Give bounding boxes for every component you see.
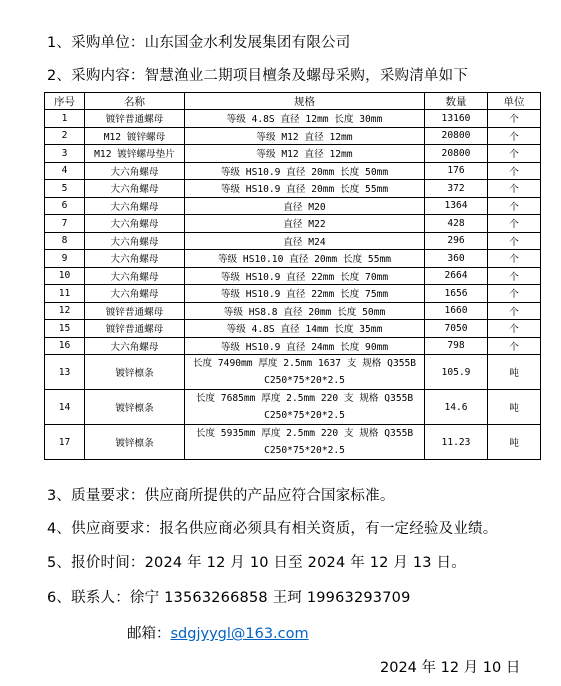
row-no: 9 <box>45 250 85 268</box>
table-row <box>45 355 541 390</box>
issue-date: 2024 年 12 月 10 日 <box>380 660 521 676</box>
table-row <box>45 250 541 268</box>
quality-requirement-line: 3、质量要求：供应商所提供的产品应符合国家标准。 <box>47 488 395 504</box>
table-row <box>45 302 541 320</box>
row-name: 大六角螺母 <box>85 180 185 198</box>
row-name: 大六角螺母 <box>85 162 185 180</box>
row-name: 镀锌普通螺母 <box>85 302 185 320</box>
row-unit: 吨 <box>488 355 541 390</box>
row-qty: 1364 <box>425 197 488 215</box>
row-qty: 1660 <box>425 302 488 320</box>
row-name: 镀锌檩条 <box>85 390 185 425</box>
table-row <box>45 390 541 425</box>
row-name: 大六角螺母 <box>85 337 185 355</box>
row-no: 13 <box>45 355 85 390</box>
row-qty: 20800 <box>425 145 488 163</box>
row-no: 10 <box>45 267 85 285</box>
email-link[interactable]: sdgjyygl@163.com <box>170 626 309 642</box>
row-spec: 等级 HS10.9 直径 24mm 长度 90mm <box>185 337 425 355</box>
purchaser-line: 1、采购单位：山东国金水利发展集团有限公司 <box>47 35 351 51</box>
row-name: 大六角螺母 <box>85 232 185 250</box>
row-spec: 等级 HS10.9 直径 20mm 长度 50mm <box>185 162 425 180</box>
row-spec-line2: C250*75*20*2.5 <box>264 445 345 456</box>
row-qty: 20800 <box>425 127 488 145</box>
row-spec-line2: C250*75*20*2.5 <box>264 375 345 386</box>
table-header-row <box>45 93 541 110</box>
row-no: 8 <box>45 232 85 250</box>
row-name: 大六角螺母 <box>85 267 185 285</box>
row-no: 2 <box>45 127 85 145</box>
row-no: 3 <box>45 145 85 163</box>
table-row <box>45 337 541 355</box>
row-spec: 等级 HS10.9 直径 20mm 长度 55mm <box>185 180 425 198</box>
email-label: 邮箱： <box>127 626 171 642</box>
row-qty: 14.6 <box>425 390 488 425</box>
row-qty: 372 <box>425 180 488 198</box>
row-no: 4 <box>45 162 85 180</box>
table-row <box>45 425 541 460</box>
row-unit: 吨 <box>488 390 541 425</box>
row-spec: 等级 M12 直径 12mm <box>185 127 425 145</box>
row-no: 11 <box>45 285 85 303</box>
header-qty: 数量 <box>425 93 488 110</box>
row-unit: 个 <box>488 215 541 233</box>
row-no: 7 <box>45 215 85 233</box>
email-line <box>127 622 309 643</box>
row-unit: 个 <box>488 232 541 250</box>
row-unit: 个 <box>488 337 541 355</box>
row-name: 大六角螺母 <box>85 197 185 215</box>
quote-time-line: 5、报价时间：2024 年 12 月 10 日至 2024 年 12 月 13 日。 <box>47 555 466 571</box>
row-unit: 吨 <box>488 425 541 460</box>
row-qty: 428 <box>425 215 488 233</box>
row-name: M12 镀锌螺母垫片 <box>85 145 185 163</box>
row-unit: 个 <box>488 320 541 338</box>
row-name: 大六角螺母 <box>85 285 185 303</box>
row-spec: 直径 M20 <box>185 197 425 215</box>
row-spec: 直径 M24 <box>185 232 425 250</box>
row-qty: 296 <box>425 232 488 250</box>
row-qty: 11.23 <box>425 425 488 460</box>
table-row <box>45 180 541 198</box>
row-qty: 2664 <box>425 267 488 285</box>
row-no: 1 <box>45 110 85 128</box>
row-spec: 等级 HS10.10 直径 20mm 长度 55mm <box>185 250 425 268</box>
row-spec-line2: C250*75*20*2.5 <box>264 410 345 421</box>
table-row <box>45 127 541 145</box>
row-qty: 360 <box>425 250 488 268</box>
table-row <box>45 320 541 338</box>
row-unit: 个 <box>488 180 541 198</box>
purchase-list-table <box>44 92 541 460</box>
purchase-content-line: 2、采购内容：智慧渔业二期项目檀条及螺母采购，采购清单如下 <box>47 68 469 84</box>
row-qty: 105.9 <box>425 355 488 390</box>
row-unit: 个 <box>488 197 541 215</box>
row-spec: 等级 M12 直径 12mm <box>185 145 425 163</box>
row-no: 5 <box>45 180 85 198</box>
row-name: M12 镀锌螺母 <box>85 127 185 145</box>
row-spec: 等级 HS10.9 直径 22mm 长度 75mm <box>185 285 425 303</box>
row-spec <box>185 390 425 425</box>
row-no: 6 <box>45 197 85 215</box>
row-no: 16 <box>45 337 85 355</box>
row-qty: 176 <box>425 162 488 180</box>
table-row <box>45 232 541 250</box>
row-spec-line1: 长度 7685mm 厚度 2.5mm 220 支 规格 Q355B <box>195 393 414 404</box>
row-qty: 7050 <box>425 320 488 338</box>
row-spec <box>185 355 425 390</box>
row-spec-line1: 长度 7490mm 厚度 2.5mm 1637 支 规格 Q355B <box>192 358 417 369</box>
row-qty: 798 <box>425 337 488 355</box>
row-name: 大六角螺母 <box>85 215 185 233</box>
table-row <box>45 145 541 163</box>
row-name: 镀锌普通螺母 <box>85 320 185 338</box>
row-spec: 等级 HS8.8 直径 20mm 长度 50mm <box>185 302 425 320</box>
row-unit: 个 <box>488 267 541 285</box>
row-no: 15 <box>45 320 85 338</box>
row-unit: 个 <box>488 127 541 145</box>
header-spec: 规格 <box>185 93 425 110</box>
row-unit: 个 <box>488 285 541 303</box>
row-name: 镀锌檩条 <box>85 425 185 460</box>
contact-line: 6、联系人：徐宁 13563266858 王珂 19963293709 <box>47 590 411 606</box>
row-qty: 13160 <box>425 110 488 128</box>
row-name: 镀锌普通螺母 <box>85 110 185 128</box>
row-no: 12 <box>45 302 85 320</box>
table-row <box>45 197 541 215</box>
row-no: 14 <box>45 390 85 425</box>
row-unit: 个 <box>488 302 541 320</box>
row-unit: 个 <box>488 162 541 180</box>
table-row <box>45 110 541 128</box>
row-qty: 1656 <box>425 285 488 303</box>
table-row <box>45 267 541 285</box>
row-spec: 等级 4.8S 直径 14mm 长度 35mm <box>185 320 425 338</box>
row-spec <box>185 425 425 460</box>
row-spec: 直径 M22 <box>185 215 425 233</box>
header-no: 序号 <box>45 93 85 110</box>
table-row <box>45 162 541 180</box>
row-spec-line1: 长度 5935mm 厚度 2.5mm 220 支 规格 Q355B <box>195 428 414 439</box>
table-row <box>45 285 541 303</box>
row-unit: 个 <box>488 145 541 163</box>
row-spec: 等级 4.8S 直径 12mm 长度 30mm <box>185 110 425 128</box>
row-unit: 个 <box>488 110 541 128</box>
row-name: 大六角螺母 <box>85 250 185 268</box>
row-no: 17 <box>45 425 85 460</box>
row-name: 镀锌檩条 <box>85 355 185 390</box>
header-unit: 单位 <box>488 93 541 110</box>
table-row <box>45 215 541 233</box>
supplier-requirement-line: 4、供应商要求：报名供应商必须具有相关资质，有一定经验及业绩。 <box>47 521 498 537</box>
row-unit: 个 <box>488 250 541 268</box>
header-name: 名称 <box>85 93 185 110</box>
row-spec: 等级 HS10.9 直径 22mm 长度 70mm <box>185 267 425 285</box>
